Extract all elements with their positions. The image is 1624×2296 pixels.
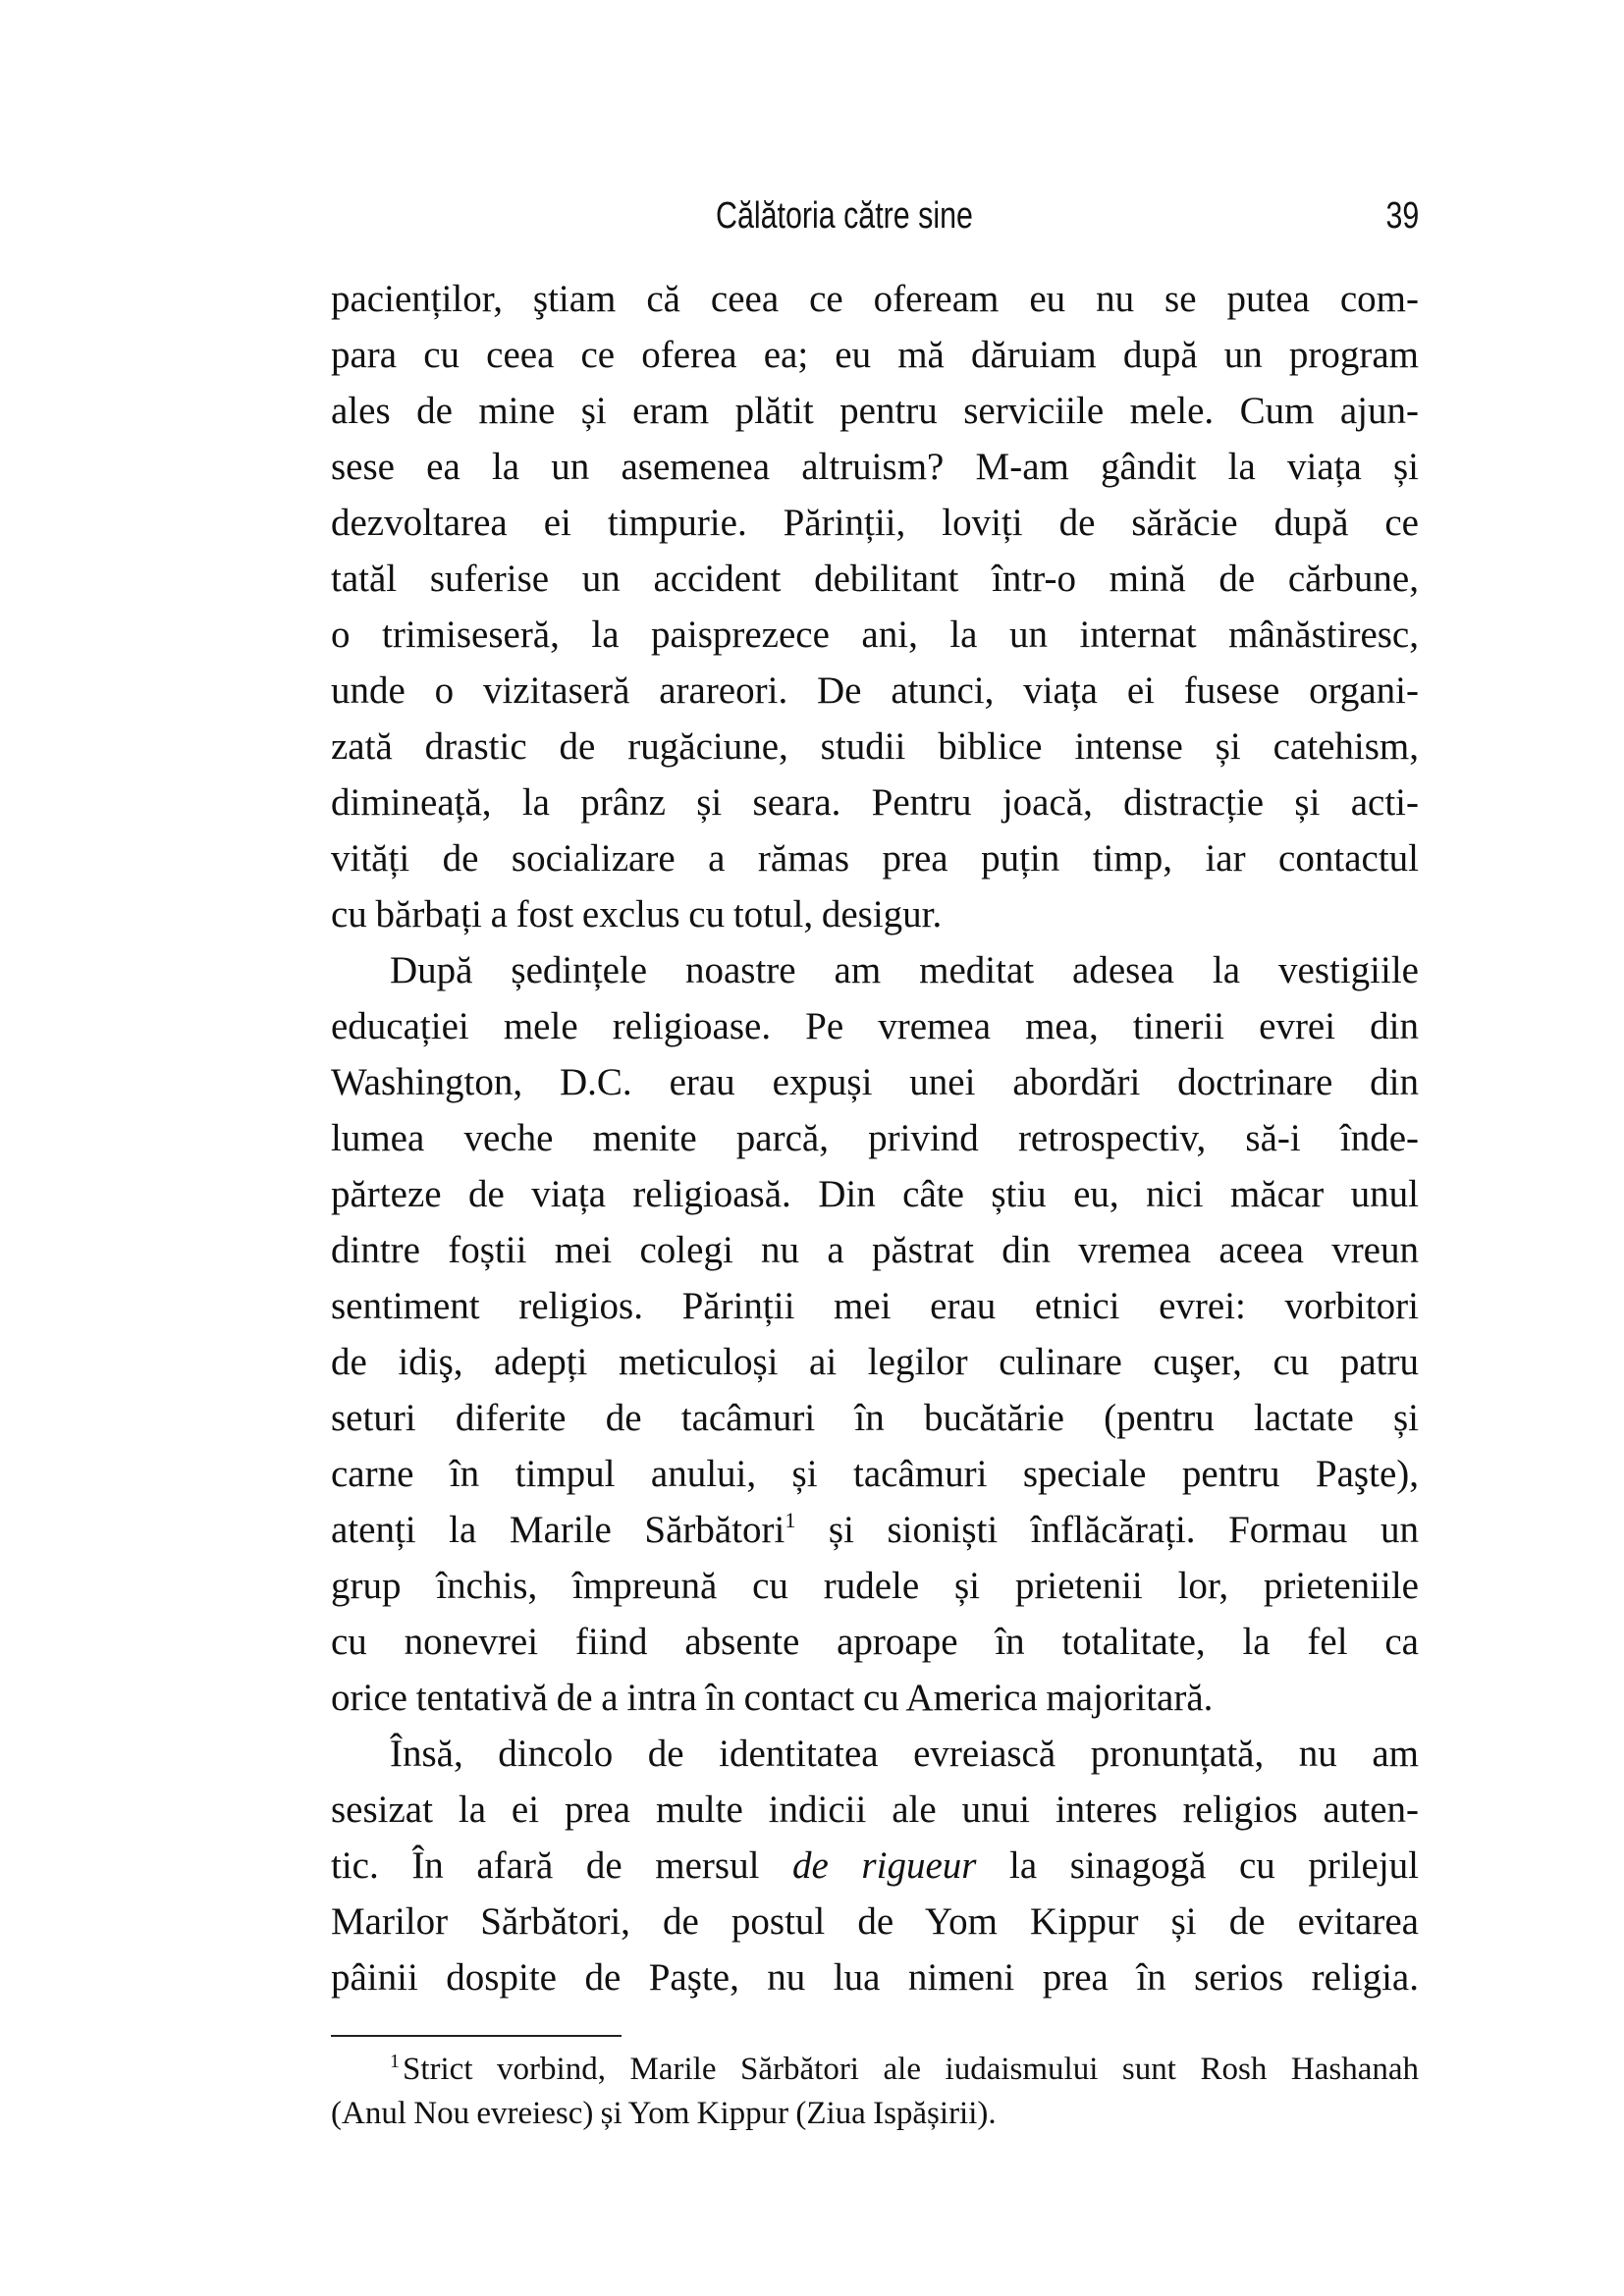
body-line-tail: și sioniști înflăcărați. Formau un	[795, 1509, 1419, 1551]
body-line-head: tic. În afară de mersul	[331, 1844, 760, 1887]
body-line: cu nonevrei fiind absente aproape în totalitate, la fel ca	[331, 1621, 1419, 1663]
footnote-reference[interactable]: 1	[785, 1508, 796, 1532]
body-line: para cu ceea ce oferea ea; eu mă dăruiam după un program	[331, 334, 1419, 376]
running-header-title-text: Călătoria către sine	[716, 195, 973, 237]
body-line-paragraph-start: Însă, dincolo de identitatea evreiască pronunțată, nu am	[390, 1733, 1419, 1775]
body-line: sese ea la un asemenea altruism? M-am gândit la viața și	[331, 446, 1419, 488]
body-line: Washington, D.C. erau expuși unei abordări doctrinare din	[331, 1061, 1419, 1103]
body-line: Marilor Sărbători, de postul de Yom Kippur și de evitarea	[331, 1900, 1419, 1943]
footnotes	[331, 2048, 1419, 2136]
footnote-line: (Anul Nou evreiesc) și Yom Kippur (Ziua Ispășirii).	[331, 2096, 997, 2131]
page-number	[1375, 192, 1419, 240]
body-line: ales de mine și eram plătit pentru serviciile mele. Cum ajun-	[331, 390, 1419, 432]
body-line: carne în timpul anului, și tacâmuri speciale pentru Paşte),	[331, 1453, 1419, 1495]
italic-phrase: de rigueur	[792, 1844, 977, 1887]
body-line: dintre foștii mei colegi nu a păstrat din vremea aceea vreun	[331, 1229, 1419, 1271]
body-line: grup închis, împreună cu rudele și prietenii lor, prieteniile	[331, 1565, 1419, 1607]
body-line: lumea veche menite parcă, privind retrospectiv, să-i înde-	[331, 1117, 1419, 1159]
body-line: vități de socializare a rămas prea puțin timp, iar contactul	[331, 837, 1419, 880]
body-line: pâinii dospite de Paşte, nu lua nimeni prea în serios religia.	[331, 1956, 1419, 1999]
body-line: zată drastic de rugăciune, studii biblice intense și catehism,	[331, 725, 1419, 768]
footnote-separator	[331, 2035, 622, 2037]
body-line: sesizat la ei prea multe indicii ale unui interes religios auten-	[331, 1789, 1419, 1831]
page-number-text: 39	[1385, 195, 1419, 237]
body-line: dezvoltarea ei timpurie. Părinții, loviți de sărăcie după ce	[331, 502, 1419, 544]
footnote-line	[331, 2048, 1419, 2092]
footnote-number: 1	[390, 2051, 400, 2072]
running-header-title	[716, 192, 1034, 240]
body-line-with-footnote-ref	[331, 1502, 1419, 1558]
body-line: dimineață, la prânz și seara. Pentru joacă, distracție și acti-	[331, 781, 1419, 824]
body-line-paragraph-end: cu bărbați a fost exclus cu totul, desigur.	[331, 893, 943, 935]
body-line-paragraph-end: orice tentativă de a intra în contact cu America majoritară.	[331, 1677, 1214, 1719]
body-text	[331, 271, 1419, 2005]
body-line: educației mele religioase. Pe vremea mea, tinerii evrei din	[331, 1005, 1419, 1047]
body-line: unde o vizitaseră arareori. De atunci, viața ei fusese organi-	[331, 669, 1419, 712]
body-line: tatăl suferise un accident debilitant într-o mină de cărbune,	[331, 558, 1419, 600]
body-line-with-italic	[331, 1838, 1419, 1894]
body-line-paragraph-start: După ședințele noastre am meditat adesea la vestigiile	[390, 949, 1419, 991]
body-line: o trimiseseră, la paisprezece ani, la un internat mânăstiresc,	[331, 614, 1419, 656]
body-line: pacienților, ştiam că ceea ce ofeream eu nu se putea com-	[331, 278, 1419, 320]
body-line-tail: la sinagogă cu prilejul	[976, 1844, 1420, 1887]
body-line: părteze de viața religioasă. Din câte știu eu, nici măcar unul	[331, 1173, 1419, 1215]
body-line: sentiment religios. Părinții mei erau etnici evrei: vorbitori	[331, 1285, 1419, 1327]
body-line-head: atenți la Marile Sărbători	[331, 1509, 785, 1551]
body-line: de idiş, adepți meticuloși ai legilor culinare cuşer, cu patru	[331, 1341, 1419, 1383]
body-line: seturi diferite de tacâmuri în bucătărie (pentru lactate și	[331, 1397, 1419, 1439]
footnote-text: Strict vorbind, Marile Sărbători ale iudaismului sunt Rosh Hashanah	[403, 2052, 1419, 2087]
